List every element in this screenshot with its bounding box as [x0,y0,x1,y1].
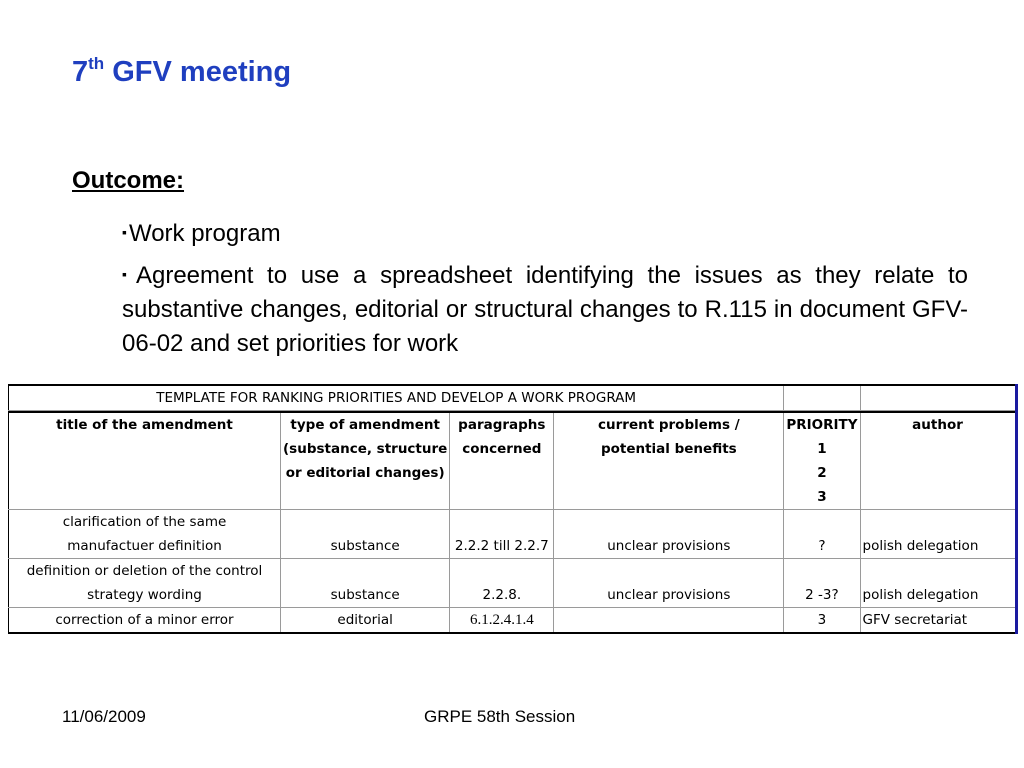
title-text: GFV meeting [104,56,292,88]
table-row [9,559,1017,608]
cell-priority: 3 [784,608,860,634]
cell-type: substance [281,510,450,559]
header-author: author [860,412,1016,510]
bullet-item [122,257,968,361]
cell-priority: 2 -3? [784,559,860,608]
footer-date: 11/06/2009 [62,707,146,726]
bullet-text: Agreement to use a spreadsheet identifying the issues as they relate to substantive changes, editorial or structural changes to R.115 in document GFV-06-02 and set priorities for work [122,262,969,357]
header-title: title of the amendment [9,412,281,510]
cell-title: definition or deletion of the control strategy wording [9,559,281,608]
table-header-row [9,412,1017,510]
cell-type: substance [281,559,450,608]
table-caption: TEMPLATE FOR RANKING PRIORITIES AND DEVELOP A WORK PROGRAM [9,385,784,411]
header-paragraphs: paragraphs concerned [450,412,554,510]
cell-paragraphs: 2.2.8. [450,559,554,608]
table-caption-row [9,385,1017,411]
cell-paragraphs: 2.2.2 till 2.2.7 [450,510,554,559]
cell-author: polish delegation [860,559,1016,608]
bullet-list [122,215,968,367]
cell-problems: unclear provisions [554,559,784,608]
table-row [9,510,1017,559]
table-cell [860,385,1016,411]
bullet-item [122,215,968,251]
header-type: type of amendment (substance, structure or editorial changes) [281,412,450,510]
title-ordinal-suffix: th [88,54,105,73]
bullet-square-icon: ▪ [122,266,134,282]
header-problems: current problems / potential benefits [554,412,784,510]
cell-title: correction of a minor error [9,608,281,634]
bullet-square-icon: ▪ [122,224,127,240]
cell-priority: ? [784,510,860,559]
cell-title: clarification of the same manufactuer definition [9,510,281,559]
cell-problems [554,608,784,634]
cell-author: GFV secretariat [860,608,1016,634]
table-row [9,608,1017,634]
bullet-text: Work program [128,220,281,247]
cell-paragraphs: 6.1.2.4.1.4 [450,608,554,634]
outcome-heading: Outcome: [72,167,185,194]
cell-author: polish delegation [860,510,1016,559]
table-cell [784,385,860,411]
footer-session: GRPE 58th Session [424,707,576,726]
slide-title [72,54,291,89]
priorities-spreadsheet [8,384,1018,634]
title-number: 7 [72,56,89,88]
cell-problems: unclear provisions [554,510,784,559]
header-priority: PRIORITY 1 2 3 [784,412,860,510]
cell-type: editorial [281,608,450,634]
